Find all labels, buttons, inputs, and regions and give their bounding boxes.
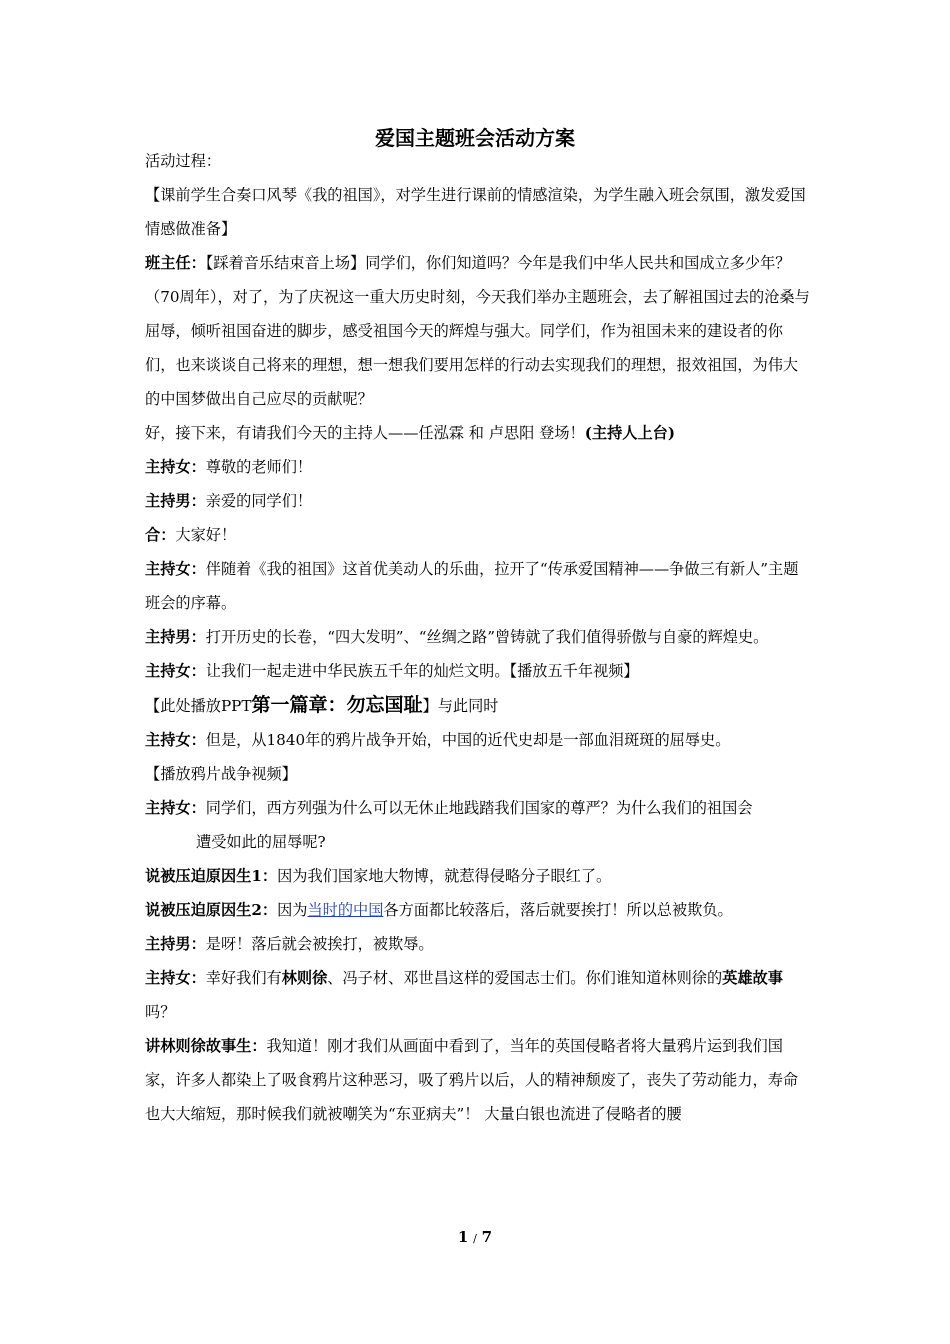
paragraph-text: 尊敬的老师们！ xyxy=(205,458,313,476)
document-body xyxy=(145,150,810,1131)
hero-name: 林则徐 xyxy=(281,969,328,987)
paragraph-text: 是呀！落后就会被挨打，被欺辱。 xyxy=(205,935,434,953)
paragraph-continuation xyxy=(145,825,810,859)
paragraph-pre-class xyxy=(145,178,810,246)
paragraph-text: 伴随着《我的祖国》这首优美动人的乐曲，拉开了“传承爱国精神——争做三有新人”主题班会的序幕。 xyxy=(145,560,799,612)
paragraph-text: 但是，从1840年的鸦片战争开始，中国的近代史却是一部血泪斑斑的屈辱史。 xyxy=(205,731,731,749)
paragraph-lin-zexu-story xyxy=(145,1029,810,1131)
current-page: 1 xyxy=(457,1228,469,1246)
speaker-label: 主持男： xyxy=(145,935,206,953)
paragraph-text: 活动过程： xyxy=(145,152,221,170)
paragraph-chapter-one xyxy=(145,688,810,723)
paragraph-host-female xyxy=(145,450,810,484)
speaker-label: 主持女： xyxy=(145,731,206,749)
paragraph-oppression-student-1 xyxy=(145,859,810,893)
paragraph-text: 吗？ xyxy=(145,1003,176,1021)
total-pages: 7 xyxy=(481,1228,493,1246)
paragraph-text: 【课前学生合奏口风琴《我的祖国》，对学生进行课前的情感渲染，为学生融入班会氛围，激发爱国情感做准备】 xyxy=(145,186,806,238)
paragraph-host-female xyxy=(145,961,810,1029)
paragraph-text: 大家好！ xyxy=(175,526,237,544)
speaker-label: 主持男： xyxy=(145,492,206,510)
speaker-label: 主持男： xyxy=(145,628,206,646)
paragraph-text: 让我们一起走进中华民族五千年的灿烂文明。【播放五千年视频】 xyxy=(205,662,639,680)
china-at-the-time-link[interactable]: 当时的中国 xyxy=(307,901,384,919)
paragraph-host-female xyxy=(145,791,810,825)
paragraph-text: 因为 xyxy=(277,901,308,919)
paragraph-text: 、冯子材、邓世昌这样的爱国志士们。你们谁知道林则徐的 xyxy=(327,969,723,987)
paragraph-text: 各方面都比较落后，落后就要挨打！所以总被欺负。 xyxy=(383,901,733,919)
document-title: 爱国主题班会活动方案 xyxy=(375,126,575,150)
paragraph-text: 打开历史的长卷，“四大发明”、“丝绸之路”曾铸就了我们值得骄傲与自豪的辉煌史。 xyxy=(205,628,769,646)
paragraph-head-teacher xyxy=(145,246,810,416)
paragraph-host-male xyxy=(145,484,810,518)
speaker-label: 说被压迫原因生2： xyxy=(145,901,278,919)
speaker-label: 主持女： xyxy=(145,458,206,476)
paragraph-text: 【此处播放PPT xyxy=(145,697,252,715)
page-separator: / xyxy=(473,1232,477,1245)
page-number xyxy=(0,1226,950,1250)
speaker-label: 主持女： xyxy=(145,662,206,680)
paragraph-activity-process xyxy=(145,150,810,172)
paragraph-text: 亲爱的同学们！ xyxy=(205,492,313,510)
paragraph-host-female xyxy=(145,723,810,757)
speaker-label: 说被压迫原因生1： xyxy=(145,867,278,885)
paragraph-play-video xyxy=(145,757,810,791)
speaker-label: 主持女： xyxy=(145,799,206,817)
speaker-label: 讲林则徐故事生： xyxy=(145,1037,267,1055)
paragraph-host-female xyxy=(145,654,810,688)
paragraph-text: 幸好我们有 xyxy=(205,969,282,987)
chapter-heading: 第一篇章：勿忘国耻 xyxy=(251,694,423,716)
paragraph-together xyxy=(145,518,810,552)
paragraph-host-female xyxy=(145,552,810,620)
speaker-label: 主持女： xyxy=(145,969,206,987)
paragraph-text: 我知道！刚才我们从画面中看到了，当年的英国侵略者将大量鸦片运到我们国家，许多人都染上了吸食鸦片这种恶习，吸了鸦片以后，人的精神颓废了，丧失了劳动能力，寿命也大大缩短，那时候我们就被嘲笑为“东亚病夫”！ 大量白银也流进了侵略者的腰 xyxy=(145,1037,799,1123)
paragraph-host-male xyxy=(145,927,810,961)
paragraph-oppression-student-2 xyxy=(145,893,810,927)
speaker-label: 主持女： xyxy=(145,560,206,578)
paragraph-text: 同学们，西方列强为什么可以无休止地践踏我们国家的尊严？为什么我们的祖国会 xyxy=(205,799,753,817)
paragraph-text: 】与此同时 xyxy=(422,697,499,715)
speaker-label: 合： xyxy=(145,526,176,544)
paragraph-invite-hosts xyxy=(145,416,810,450)
paragraph-text: 【播放鸦片战争视频】 xyxy=(145,765,297,783)
speaker-label: 班主任： xyxy=(145,254,206,272)
paragraph-text: 【踩着音乐结束音上场】同学们，你们知道吗？今年是我们中华人民共和国成立多少年？（70周年），对了，为了庆祝这一重大历史时刻，今天我们举办主题班会，去了解祖国过去的沧桑与屈辱，倾听祖国奋进的脚步，感受祖国今天的辉煌与强大。同学们，作为祖国未来的建设者的你们，也来谈谈自己将来的理想，想一想我们要用怎样的行动去实现我们的理想，报效祖国，为伟大的中国梦做出自己应尽的贡献呢？ xyxy=(145,254,810,408)
paragraph-host-male xyxy=(145,620,810,654)
paragraph-text: 遭受如此的屈辱呢? xyxy=(196,833,326,851)
hero-story-term: 英雄故事 xyxy=(722,969,783,987)
paragraph-text: 因为我们国家地大物博，就惹得侵略分子眼红了。 xyxy=(277,867,612,885)
stage-direction: (主持人上台) xyxy=(584,424,676,442)
paragraph-text: 好，接下来，有请我们今天的主持人——任泓霖 和 卢思阳 登场！ xyxy=(145,424,585,442)
